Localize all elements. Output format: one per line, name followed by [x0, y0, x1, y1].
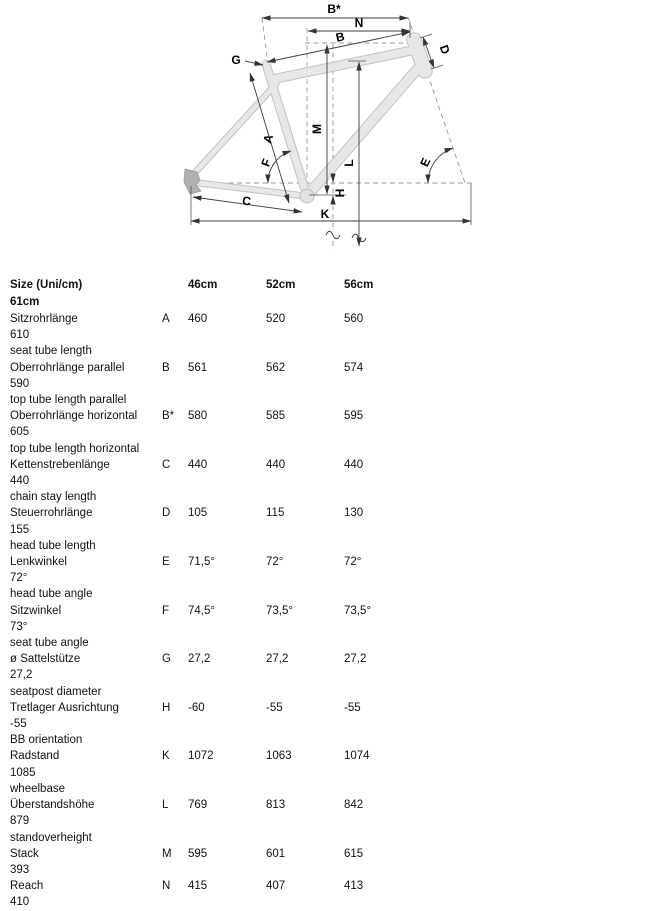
row-label-de: Reach	[10, 880, 44, 893]
bike-geometry-diagram	[0, 0, 660, 264]
row-value: 1063	[266, 750, 292, 763]
table-row	[10, 651, 655, 683]
row-value: 842	[344, 799, 364, 812]
dim-label-g: G	[231, 53, 241, 67]
break-tilde	[326, 231, 340, 239]
table-row	[10, 408, 655, 440]
row-label-de: Radstand	[10, 750, 60, 763]
table-header-row	[10, 277, 655, 311]
row-label-de: Stack	[10, 847, 39, 860]
row-value: 520	[266, 313, 286, 325]
dim-label-n: N	[354, 16, 364, 30]
row-value: -60	[188, 701, 205, 714]
row-label-de: Sitzrohrlänge	[10, 313, 78, 325]
row-label-en: chain stay length	[10, 491, 97, 504]
dim-label-b: B	[334, 29, 346, 45]
row-label-en: head tube angle	[10, 588, 93, 601]
row-label-de: Überstandshöhe	[10, 799, 95, 812]
table-row	[10, 878, 655, 910]
table-row-translation	[10, 441, 655, 457]
dim-label-bstar: B*	[327, 2, 341, 16]
row-label-de: Oberrohrlänge horizontal	[10, 410, 138, 423]
break-symbols	[326, 231, 366, 242]
table-row	[10, 457, 655, 489]
row-value: 74,5°	[188, 604, 215, 617]
row-value: 601	[266, 847, 286, 860]
row-value: -55	[344, 701, 361, 714]
row-label-de: Steuerrohrlänge	[10, 507, 93, 520]
row-label-de: Kettenstrebenlänge	[10, 458, 110, 471]
row-value: 73,5°	[266, 604, 293, 617]
dim-label-a: A	[260, 132, 277, 146]
row-value: 595	[344, 410, 364, 423]
table-row	[10, 505, 655, 537]
row-label-de: Tretlager Ausrichtung	[10, 701, 119, 714]
row-letter: E	[162, 556, 170, 569]
seat-axis-extension	[262, 18, 268, 64]
row-letter: B	[162, 361, 170, 374]
column-header: 56cm	[344, 279, 374, 291]
table-row	[10, 846, 655, 878]
letter-column-spacer	[162, 277, 188, 294]
row-value: 71,5°	[188, 556, 215, 569]
row-value: 440	[266, 458, 286, 471]
row-value: 27,2	[344, 653, 367, 666]
row-letter: L	[162, 799, 169, 812]
table-row	[10, 700, 655, 732]
row-value: 574	[344, 361, 364, 374]
row-label-en: head tube length	[10, 539, 96, 552]
row-value: 27,2	[266, 653, 289, 666]
row-value: 72°	[344, 556, 362, 569]
headtube-tick-top	[420, 34, 432, 38]
row-label-en: seat tube length	[10, 345, 92, 358]
table-row-translation	[10, 586, 655, 602]
row-value: 562	[266, 361, 286, 374]
row-label-de: ø Sattelstütze	[10, 653, 81, 666]
row-value: 27,2	[10, 669, 33, 682]
bottom-bracket	[300, 189, 314, 203]
row-label-de: Sitzwinkel	[10, 604, 62, 617]
size-header-label: Size (Uni/cm)	[10, 279, 83, 291]
table-body	[10, 311, 655, 911]
dim-label-c: C	[241, 193, 252, 209]
table-row-translation	[10, 538, 655, 554]
column-header: 46cm	[188, 279, 218, 291]
table-row-translation	[10, 392, 655, 408]
row-label-en: top tube length horizontal	[10, 442, 140, 455]
row-letter: D	[162, 507, 171, 520]
row-value: 73,5°	[344, 604, 371, 617]
row-letter: N	[162, 880, 171, 893]
table-row	[10, 554, 655, 586]
row-label-en: wheelbase	[10, 782, 65, 795]
row-value: 72°	[266, 556, 284, 569]
row-value: 585	[266, 410, 286, 423]
dim-label-d: D	[436, 43, 453, 57]
table-row-translation	[10, 684, 655, 700]
row-value: 879	[10, 815, 30, 828]
row-letter: G	[162, 653, 171, 666]
row-value: 561	[188, 361, 208, 374]
table-row-translation	[10, 343, 655, 359]
table-row	[10, 311, 655, 343]
row-label-en: seatpost diameter	[10, 685, 102, 698]
row-letter: K	[162, 750, 170, 763]
row-value: 1072	[188, 750, 214, 763]
row-value: 605	[10, 426, 30, 439]
row-letter: M	[162, 847, 172, 860]
table-row	[10, 360, 655, 392]
row-value: 1074	[344, 750, 370, 763]
row-value: 155	[10, 523, 30, 536]
table-row-translation	[10, 489, 655, 505]
table-row-translation	[10, 635, 655, 651]
row-value: 72°	[10, 572, 28, 585]
row-value: 610	[10, 329, 30, 342]
row-value: 440	[188, 458, 208, 471]
dim-label-k: K	[320, 207, 330, 221]
table-row	[10, 797, 655, 829]
row-value: 393	[10, 863, 30, 876]
dim-label-m: M	[310, 124, 324, 134]
row-label-en: BB orientation	[10, 734, 83, 747]
row-value: 73°	[10, 620, 28, 633]
row-value: -55	[266, 701, 283, 714]
row-value: 590	[10, 377, 30, 390]
frame-drawing-svg	[0, 0, 660, 264]
row-value: 560	[344, 313, 364, 325]
row-value: 440	[344, 458, 364, 471]
row-label-de: Oberrohrlänge parallel	[10, 361, 125, 374]
row-label-en: top tube length parallel	[10, 394, 127, 407]
table-row-translation	[10, 830, 655, 846]
row-value: 440	[10, 475, 30, 488]
row-value: 115	[266, 507, 285, 520]
table-row	[10, 603, 655, 635]
row-letter: B*	[162, 410, 175, 423]
column-header: 52cm	[266, 279, 296, 291]
row-value: 595	[188, 847, 208, 860]
row-value: 27,2	[188, 653, 211, 666]
column-header: 61cm	[10, 296, 40, 308]
row-value: 105	[188, 507, 208, 520]
row-value: 460	[188, 313, 208, 325]
row-letter: H	[162, 701, 171, 714]
dim-label-f: F	[258, 156, 275, 169]
row-value: 130	[344, 507, 364, 520]
dim-label-l: L	[342, 159, 356, 167]
row-value: 1085	[10, 766, 36, 779]
row-value: 580	[188, 410, 208, 423]
row-label-en: standoverheight	[10, 831, 92, 844]
row-value: 813	[266, 799, 286, 812]
row-value: -55	[10, 718, 27, 731]
row-value: 407	[266, 880, 286, 893]
dim-label-h: H	[333, 188, 347, 198]
row-letter: A	[162, 313, 170, 325]
leader-g	[245, 61, 263, 65]
row-value: 769	[188, 799, 208, 812]
angle-arc-e	[428, 148, 453, 183]
table-row-translation	[10, 781, 655, 797]
frame	[184, 40, 425, 203]
row-letter: F	[162, 604, 170, 617]
dim-label-e: E	[417, 155, 434, 169]
row-value: 615	[344, 847, 364, 860]
row-label-en: seat tube angle	[10, 637, 89, 650]
row-letter: C	[162, 458, 171, 471]
geometry-table	[10, 277, 655, 911]
table-row	[10, 748, 655, 780]
row-value: 413	[344, 880, 364, 893]
row-value: 410	[10, 896, 30, 909]
row-label-de: Lenkwinkel	[10, 556, 67, 569]
row-value: 415	[188, 880, 208, 893]
table-row-translation	[10, 732, 655, 748]
